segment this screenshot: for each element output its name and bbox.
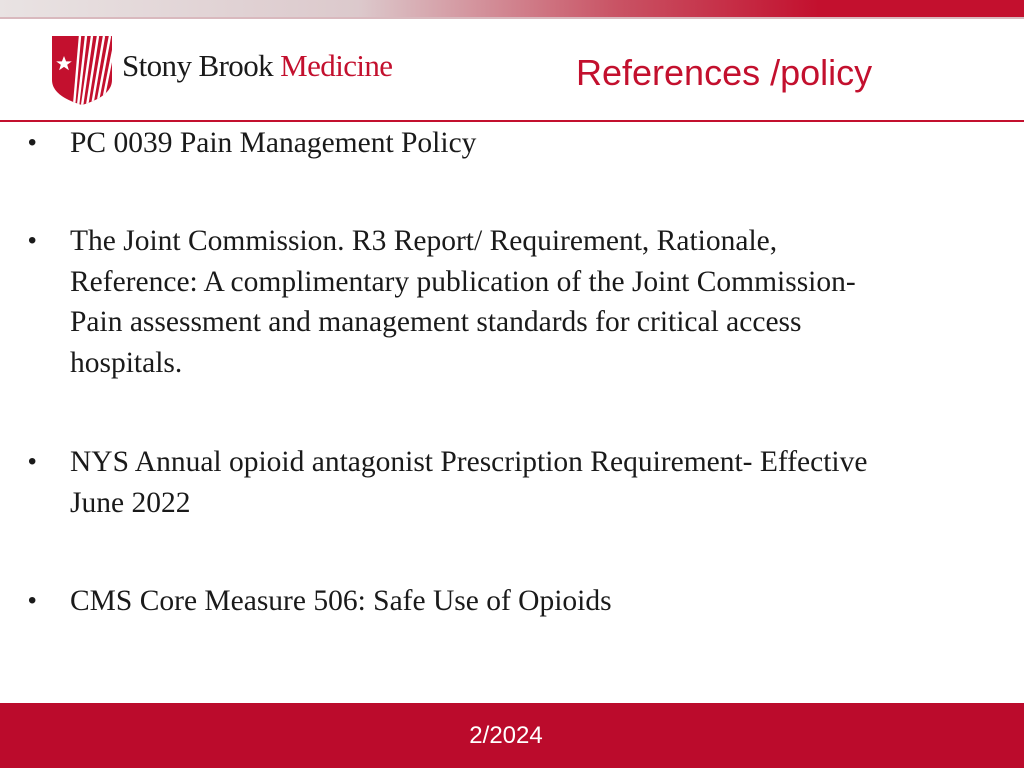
stony-brook-medicine-logo bbox=[50, 34, 450, 106]
footer-bar bbox=[0, 703, 1024, 768]
logo-brand-primary: Stony Brook bbox=[122, 48, 274, 83]
logo-brand-secondary: Medicine bbox=[280, 48, 393, 83]
bullet-text: PC 0039 Pain Management Policy bbox=[70, 127, 477, 159]
list-item bbox=[28, 581, 908, 622]
list-item bbox=[28, 123, 908, 164]
bullet-text: CMS Core Measure 506: Safe Use of Opioids bbox=[70, 585, 612, 617]
bullet-text: The Joint Commission. R3 Report/ Requirement, Rationale, Reference: A complimentary publication of the Joint Commission-Pain assessment and management standards for critical access hospitals. bbox=[70, 225, 856, 379]
top-decorative-band bbox=[0, 0, 1024, 18]
top-band-stripe bbox=[0, 17, 1024, 19]
bullet-marker: • bbox=[28, 227, 37, 254]
bullet-marker: • bbox=[28, 587, 37, 614]
bullet-text: NYS Annual opioid antagonist Prescription Requirement- Effective June 2022 bbox=[70, 446, 868, 519]
slide-title: References /policy bbox=[576, 52, 873, 93]
list-item bbox=[28, 442, 908, 523]
list-item bbox=[28, 221, 908, 383]
header-divider bbox=[0, 120, 1024, 122]
star-shield-icon bbox=[50, 34, 114, 106]
logo-wordmark bbox=[122, 48, 392, 84]
footer-date: 2/2024 bbox=[469, 722, 543, 749]
bullet-marker: • bbox=[28, 129, 37, 156]
bullet-marker: • bbox=[28, 448, 37, 475]
